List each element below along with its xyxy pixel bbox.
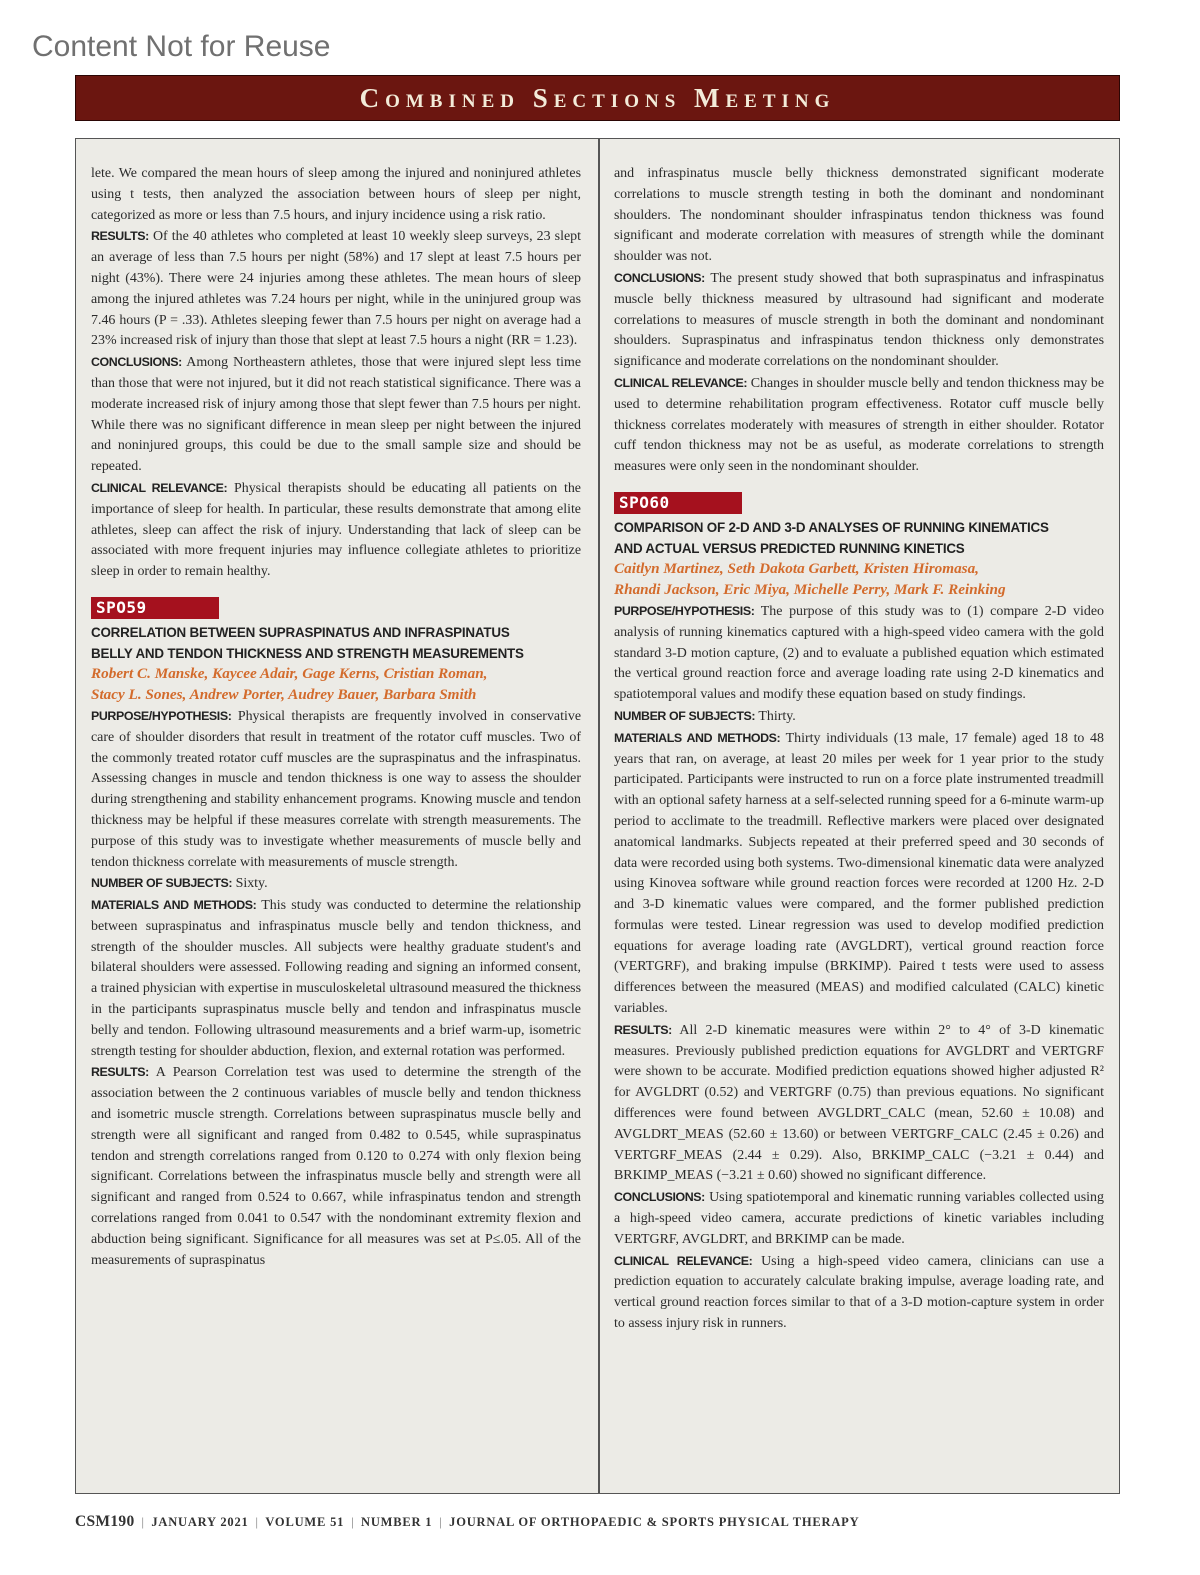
- left-column: [91, 164, 581, 1271]
- authors-line: Caitlyn Martinez, Seth Dakota Garbett, Kristen Hiromasa,: [614, 560, 979, 578]
- section-text: Of the 40 athletes who completed at least 10 weekly sleep surveys, 23 slept an average of less than 7.5 hours per night (58%) and 17 slept at least 7.5 hours per night (43%). There were 24 injuries among these athletes. The mean hours of sleep among the injured athletes was 7.24 hours per night, while in the uninjured group was 7.46 hours (P = .33). Athletes sleeping fewer than 7.5 hours per night on average had a 23% increased risk of injury than those that slept at least 7.5 hours a night (RR = 1.23).: [91, 229, 582, 349]
- authors-line: Robert C. Manske, Kaycee Adair, Gage Kerns, Cristian Roman,: [91, 665, 488, 683]
- abstract-clinical: [614, 373, 1104, 478]
- section-text: Sixty.: [235, 876, 268, 892]
- section-label: NUMBER OF SUBJECTS:: [614, 708, 756, 723]
- section-label: CONCLUSIONS:: [91, 355, 182, 370]
- section-text: Among Northeastern athletes, those that were injured slept less time than those that were not injured, but it did not reach statistical significance. There was a moderate increased risk of injury among those that slept fewer than 7.5 hours per night. While there was no significant difference in mean sleep per night between the injured and noninjured groups, this could be due to the small sample size and should be repeated.: [91, 355, 581, 475]
- prev-abstract-results: [91, 226, 581, 352]
- abstract-methods: [91, 895, 581, 1062]
- section-label: PURPOSE/HYPOTHESIS:: [614, 603, 755, 618]
- section-banner: [75, 75, 1120, 121]
- abstract-conclusions: [614, 268, 1104, 373]
- section-text: Thirty individuals (13 male, 17 female) aged 18 to 48 years that ran, on average, at least 20 miles per week for 1 year prior to the study participated. Participants were instructed to run on a force plate instrumented treadmill with an optional safety harness at a self-selected running speed for a 6-minute warm-up period to acclimate to the treadmill. Reflective markers were placed over designated anatomical landmarks. Subjects repeated at their preferred speed and 30 seconds of data were recorded using both systems. Two-dimensional kinematic data were analyzed using Kinovea software while ground reaction forces were recorded at 1200 Hz. 2-D and 3-D kinematic values were compared, and the former published prediction formulas were tested. Linear regression was used to develop modified prediction equations for average loading rate (AVGLDRT), vertical ground reaction force (VERTGRF), and braking impulse (BRKIMP). Paired t tests were used to assess differences between the measured (MEAS) and modified calculated (CALC) kinetic variables.: [614, 730, 1104, 1017]
- section-text: Physical therapists are frequently involved in conservative care of shoulder disorders that result in treatment of the rotator cuff muscles. Two of the commonly treated rotator cuff muscles are the supraspinatus and the infraspinatus. Assessing changes in muscle and tendon thickness is one way to assess the shoulder during strengthening and stability enhancement programs. Knowing muscle and tendon thickness may be helpful if these measures correlate with strength measurements. The purpose of this study was to investigate whether measurements of muscle belly and tendon thickness correlate with measurements of muscle strength.: [91, 708, 582, 870]
- section-text: Physical therapists should be educating all patients on the importance of sleep for health. In particular, these results demonstrate that among elite athletes, sleep can affect the risk of injury. Understanding that lack of sleep can be associated with more frequent injuries may influence collegiate athletes to prioritize sleep in order to remain healthy.: [91, 480, 581, 580]
- issue-date: JANUARY 2021: [151, 1515, 249, 1529]
- section-text: Using a high-speed video camera, clinicians can use a prediction equation to accurately calculate braking impulse, average loading rate, and vertical ground reaction forces similar to that of a 3-D motion-capture system in order to assess injury risk in runners.: [614, 1253, 1105, 1332]
- abstract-authors: [91, 664, 581, 706]
- abstract-authors: [614, 559, 1104, 601]
- journal-name: JOURNAL OF ORTHOPAEDIC & SPORTS PHYSICAL THERAPY: [449, 1515, 860, 1529]
- section-label: NUMBER OF SUBJECTS:: [91, 876, 233, 891]
- prev-abstract-conclusions: [91, 352, 581, 478]
- abstract-clinical: [614, 1251, 1104, 1335]
- page-footer: CSM190 | JANUARY 2021 | VOLUME 51 | NUMBER 1 | JOURNAL OF ORTHOPAEDIC & SPORTS PHYSICAL THERAPY: [75, 1513, 860, 1530]
- section-text: All 2-D kinematic measures were within 2° to 4° of 3-D kinematic measures. Previously published prediction equations for AVGLDRT and VERTGRF were shown to be accurate. Modified prediction equations showed higher adjusted R² for AVGLDRT (0.52) and VERTGRF (0.75) than previous equations. No significant differences were found between AVGLDRT_CALC (mean, 52.60 ± 10.08) and AVGLDRT_MEAS (52.60 ± 13.60) or between VERTGRF_CALC (2.45 ± 0.26) and VERTGRF_MEAS (2.44 ± 0.29). Also, BRKIMP_CALC (−3.21 ± 0.44) and BRKIMP_MEAS (−3.21 ± 0.60) showed no significant difference.: [614, 1022, 1104, 1184]
- banner-title: Combined Sections Meeting: [359, 82, 836, 113]
- abstract-methods: [614, 728, 1104, 1020]
- section-label: CLINICAL RELEVANCE:: [614, 375, 748, 390]
- abstract-purpose: [91, 706, 581, 873]
- prev-abstract-intro: lete. We compared the mean hours of sleep among the injured and noninjured athletes using t tests, then analyzed the association between hours of sleep per night, categorized as more or less than 7.5 hours, and injury incidence using a risk ratio.: [91, 166, 581, 223]
- section-label: CLINICAL RELEVANCE:: [614, 1253, 753, 1268]
- section-label: RESULTS:: [91, 1065, 149, 1080]
- abstract-id-badge: SPO60: [614, 492, 742, 514]
- section-label: RESULTS:: [91, 229, 149, 244]
- abstract-title-line: AND ACTUAL VERSUS PREDICTED RUNNING KINETICS: [614, 540, 965, 556]
- abstract-subjects: [614, 706, 1104, 728]
- right-column: [614, 164, 1104, 1335]
- authors-line: Rhandi Jackson, Eric Miya, Michelle Perry, Mark F. Reinking: [614, 581, 1006, 599]
- issue-number: NUMBER 1: [361, 1515, 433, 1529]
- section-text: Changes in shoulder muscle belly and tendon thickness may be used to determine rehabilitation program effectiveness. Rotator cuff muscle belly thickness correlates moderately with measures of strength in either shoulder. Rotator cuff tendon thickness may not be as useful, as moderate correlations to strength measures were only seen in the nondominant shoulder.: [614, 375, 1105, 475]
- section-text: The present study showed that both supraspinatus and infraspinatus muscle belly thickness measured by ultrasound had significant and moderate correlations to measures of muscle strength in both the dominant and nondominant shoulders. Supraspinatus and infraspinatus tendon thickness only demonstrates significance and moderate correlations on the nondominant shoulder.: [614, 270, 1105, 370]
- abstract-title: [91, 623, 581, 665]
- section-text: The purpose of this study was to (1) compare 2-D video analysis of running kinematics captured with a high-speed video camera with the gold standard 3-D motion capture, (2) and to evaluate a published equation which estimated the vertical ground reaction force and average loading rate using 2-D kinematics and spatiotemporal values and modify these equation based on study findings.: [614, 603, 1104, 703]
- page-number: CSM190: [75, 1513, 135, 1530]
- section-text: Using spatiotemporal and kinematic running variables collected using a high-speed video camera, accurate predictions of kinetic variables including VERTGRF, AVGLDRT, and BRKIMP can be made.: [614, 1190, 1104, 1247]
- abstract-results-continued: and infraspinatus muscle belly thickness demonstrated significant moderate correlations to muscle strength testing in both the dominant and nondominant shoulders. The nondominant shoulder infraspinatus tendon thickness was found significant and moderate correlation with measures of strength while the dominant shoulder was not.: [614, 166, 1104, 265]
- section-label: MATERIALS AND METHODS:: [91, 898, 257, 913]
- section-text: A Pearson Correlation test was used to determine the strength of the association between the 2 continuous variables of muscle belly and tendon thickness and isometric muscle strength. Correlations between supraspinatus muscle belly and strength were all significant and ranged from 0.482 to 0.545, while supraspinatus tendon and strength correlations ranged from 0.120 to 0.274 with only flexion being significant. Correlations between the infraspinatus muscle belly and strength were all significant and ranged from 0.524 to 0.667, while infraspinatus tendon and strength correlations ranged from 0.041 to 0.547 with the nondominant extremity flexion and abduction being significant. Significance for all measures was set at P≤.05. All of the measurements of supraspinatus: [91, 1065, 582, 1268]
- abstract-id-badge: SPO59: [91, 597, 219, 619]
- section-label: MATERIALS AND METHODS:: [614, 730, 781, 745]
- volume: VOLUME 51: [265, 1515, 345, 1529]
- abstract-title: [614, 518, 1104, 560]
- section-label: CLINICAL RELEVANCE:: [91, 480, 228, 495]
- abstract-results: [614, 1020, 1104, 1187]
- abstract-title-line: BELLY AND TENDON THICKNESS AND STRENGTH MEASUREMENTS: [91, 645, 524, 661]
- section-label: RESULTS:: [614, 1022, 672, 1037]
- abstract-title-line: CORRELATION BETWEEN SUPRASPINATUS AND INFRASPINATUS: [91, 624, 510, 640]
- prev-abstract-clinical: [91, 478, 581, 583]
- column-divider: [598, 138, 600, 1494]
- section-text: Thirty.: [758, 708, 796, 724]
- authors-line: Stacy L. Sones, Andrew Porter, Audrey Bauer, Barbara Smith: [91, 686, 477, 704]
- abstract-title-line: COMPARISON OF 2-D AND 3-D ANALYSES OF RUNNING KINEMATICS: [614, 519, 1049, 535]
- section-label: CONCLUSIONS:: [614, 1190, 705, 1205]
- abstract-conclusions: [614, 1187, 1104, 1250]
- abstract-subjects: [91, 873, 581, 895]
- section-label: PURPOSE/HYPOTHESIS:: [91, 708, 232, 723]
- watermark: Content Not for Reuse: [32, 30, 331, 63]
- abstract-purpose: [614, 601, 1104, 706]
- section-text: This study was conducted to determine the relationship between supraspinatus and infraspinatus muscle belly and tendon thickness, and strength of the shoulder muscles. All subjects were healthy graduate student's and bilateral shoulders were assessed. Following reading and signing an informed consent, a trained physician with expertise in musculoskeletal ultrasound measured the thickness in the participants supraspinatus muscle belly and tendon and infraspinatus muscle belly and tendon. Following ultrasound measurements and a brief warm-up, isometric strength testing for shoulder abduction, flexion, and external rotation was performed.: [91, 898, 582, 1059]
- abstract-results: [91, 1062, 581, 1271]
- section-label: CONCLUSIONS:: [614, 270, 705, 285]
